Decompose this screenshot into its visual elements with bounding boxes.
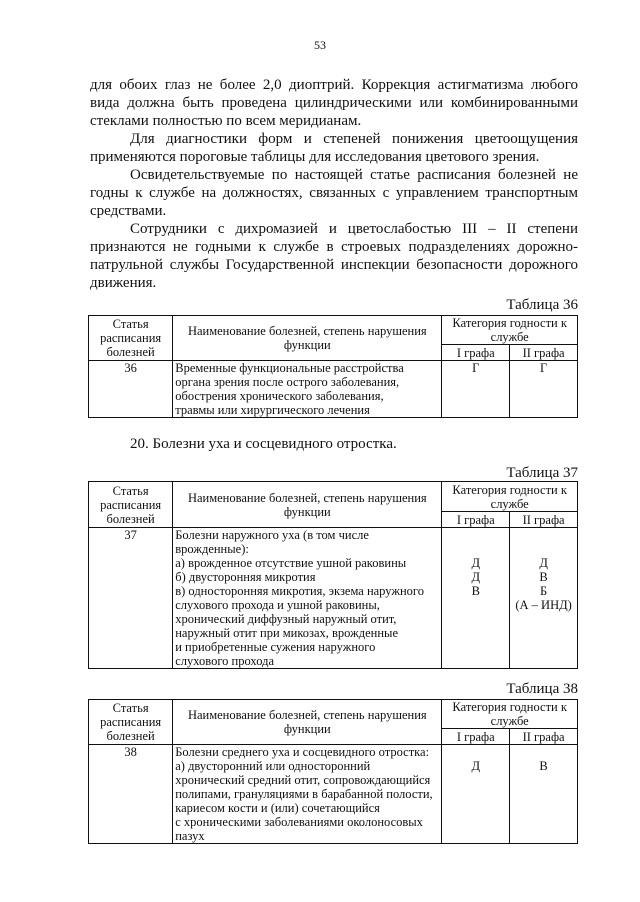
description-line: пазух: [175, 829, 205, 843]
category-column-2: [510, 528, 578, 669]
section-heading-ear: 20. Болезни уха и сосцевидного отростка.: [130, 436, 397, 452]
category-column-1: [442, 361, 510, 418]
description-line: хронический средний отит, сопровождающийся: [175, 773, 431, 787]
category-value: [512, 745, 575, 759]
header-disease-name: Наименование болезней, степень нарушения функции: [173, 700, 442, 745]
disease-description: [173, 361, 442, 418]
category-value: В: [539, 570, 548, 584]
header-article: Статья расписания болезней: [89, 700, 173, 745]
description-line: слухового прохода: [175, 654, 275, 668]
category-column-1: [442, 528, 510, 669]
category-value: Б: [539, 584, 548, 598]
category-value: Д: [471, 556, 481, 570]
description-line: Болезни наружного уха (в том числе: [175, 528, 369, 542]
description-line: а) двусторонний или односторонний: [175, 759, 371, 773]
category-value: [512, 542, 575, 556]
category-value: Д: [471, 570, 481, 584]
category-value: В: [471, 584, 480, 598]
description-line: а) врожденное отсутствие ушной раковины: [175, 556, 407, 570]
page-number: 53: [314, 38, 326, 52]
table-38: [88, 699, 578, 844]
category-value: В: [539, 759, 548, 773]
description-line: слухового прохода и ушной раковины,: [175, 598, 380, 612]
header-fitness-category: Категория годности к службе: [442, 316, 578, 345]
description-line: и приобретенные сужения наружного: [175, 640, 376, 654]
description-line: обострения хронического заболевания,: [175, 389, 384, 403]
header-article: Статья расписания болезней: [89, 482, 173, 528]
category-column-2: [510, 745, 578, 844]
category-value: Д: [539, 556, 548, 570]
article-number: 38: [89, 745, 173, 844]
category-column-2: [510, 361, 578, 418]
header-column-2: II графа: [510, 345, 578, 361]
header-fitness-category: Категория годности к службе: [442, 482, 578, 512]
header-article: Статья расписания болезней: [89, 316, 173, 361]
category-value: [444, 745, 507, 759]
category-value: [444, 542, 507, 556]
header-column-1: I графа: [442, 345, 510, 361]
description-line: в) односторонняя микротия, экзема наружного: [175, 584, 424, 598]
table-37-caption: Таблица 37: [506, 465, 578, 481]
paragraph-color-tables: Для диагностики форм и степеней понижения цветоощущения применяются пороговые таблицы для исследования цветового зрения.: [90, 131, 578, 165]
header-column-2: II графа: [510, 729, 578, 745]
header-column-1: I графа: [442, 512, 510, 528]
category-value: Д: [471, 759, 481, 773]
category-value: (А – ИНД): [515, 598, 572, 612]
header-disease-name: Наименование болезней, степень нарушения функции: [173, 316, 442, 361]
table-38-caption: Таблица 38: [506, 681, 578, 697]
description-line: травмы или хирургического лечения: [175, 403, 370, 417]
description-line: Болезни среднего уха и сосцевидного отростка:: [175, 745, 430, 759]
category-value: [444, 528, 507, 542]
description-line: наружный отит при микозах, врожденные: [175, 626, 398, 640]
description-line: врожденные):: [175, 542, 249, 556]
table-36: [88, 315, 578, 418]
description-line: хронический диффузный наружный отит,: [175, 612, 397, 626]
category-column-1: [442, 745, 510, 844]
description-line: б) двусторонняя микротия: [175, 570, 316, 584]
description-line: кариесом кости и (или) сочетающийся: [175, 801, 380, 815]
header-column-2: II графа: [510, 512, 578, 528]
header-column-1: I графа: [442, 729, 510, 745]
category-value: [512, 528, 575, 542]
description-line: органа зрения после острого заболевания,: [175, 375, 400, 389]
table-36-caption: Таблица 36: [506, 297, 578, 313]
header-fitness-category: Категория годности к службе: [442, 700, 578, 729]
description-line: полипами, грануляциями в барабанной полости,: [175, 787, 433, 801]
table-37: [88, 481, 578, 669]
article-number: 37: [89, 528, 173, 669]
category-value: Г: [472, 361, 480, 375]
disease-description: [173, 528, 442, 669]
article-number: 36: [89, 361, 173, 418]
category-value: Г: [539, 361, 548, 375]
paragraph-unfit-transport: Освидетельствуемые по настоящей статье расписания болезней не годны к службе на должностях, связанных с управлением транспортным средствами.: [90, 167, 578, 219]
paragraph-astigmatism: для обоих глаз не более 2,0 диоптрий. Коррекция астигматизма любого вида должна быть проведена цилиндрическими или комбинированными стеклами полностью по всем меридианам.: [90, 77, 578, 129]
header-disease-name: Наименование болезней, степень нарушения функции: [173, 482, 442, 528]
disease-description: [173, 745, 442, 844]
paragraph-dichromasy: Сотрудники с дихромазией и цветослабостью III – II степени признаются не годными к службе в строевых подразделениях дорожно-патрульной службы Государственной инспекции безопасности дорожного движения.: [90, 221, 578, 291]
description-line: Временные функциональные расстройства: [175, 361, 404, 375]
description-line: с хроническими заболеваниями околоносовых: [175, 815, 423, 829]
